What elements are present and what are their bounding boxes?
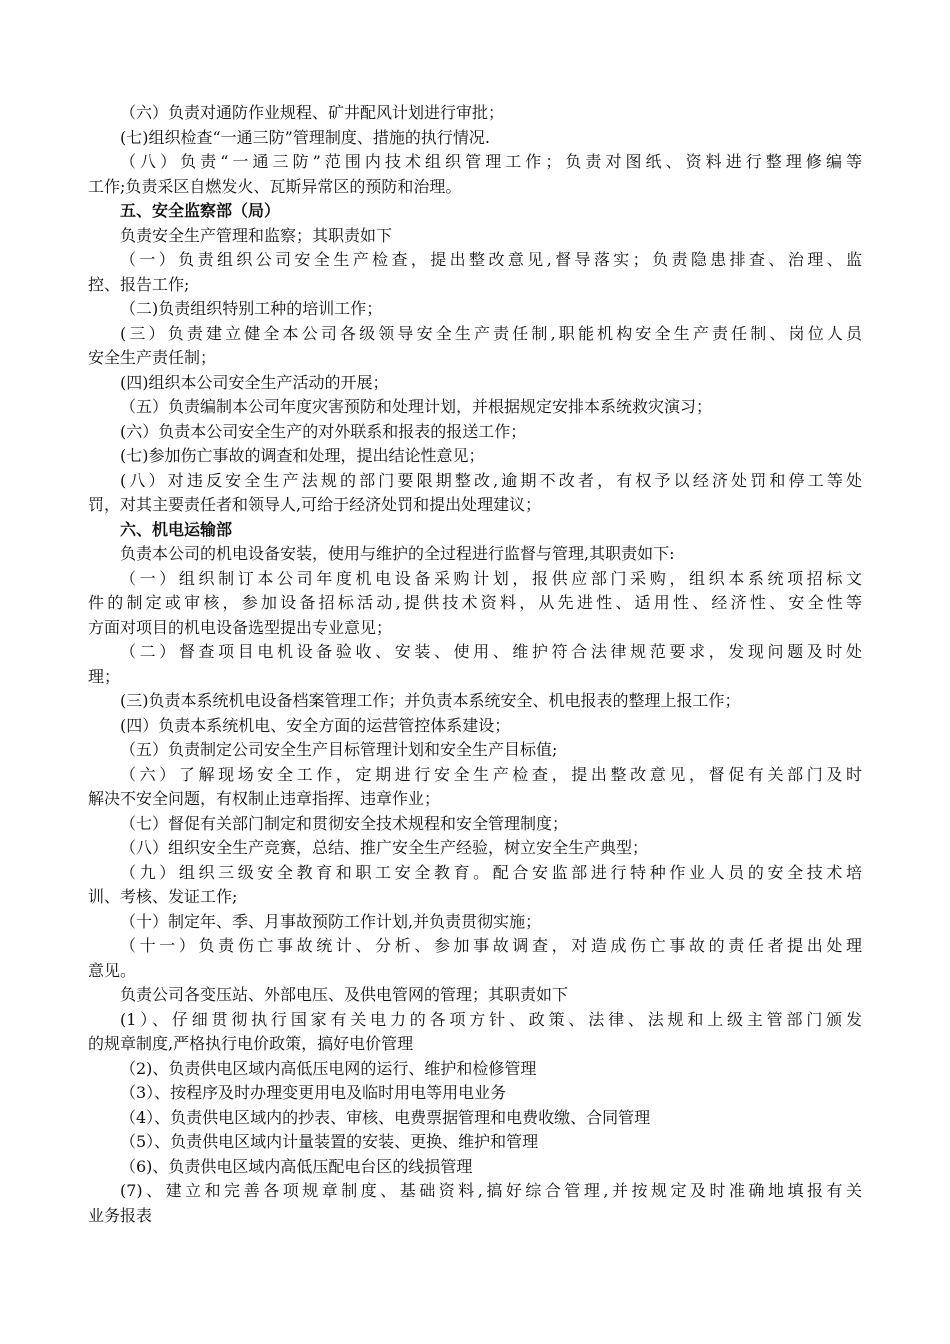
paragraph bbox=[88, 1106, 862, 1131]
paragraph bbox=[88, 150, 862, 199]
paragraph-line: (四)组织本公司安全生产活动的开展； bbox=[120, 372, 389, 392]
paragraph-line: （二)负责组织特别工种的培训工作； bbox=[120, 299, 383, 318]
paragraph-line: (三)负责本系统机电设备档案管理工作；并负责本系统安全、机电报表的整理上报工作； bbox=[120, 691, 741, 710]
paragraph-line: （二）督查项目电机设备验收、安装、使用、维护符合法律规范要求，发现问题及时处 bbox=[120, 642, 862, 661]
paragraph-line: 件的制定或审核，参加设备招标活动,提供技术资料，从先进性、适用性、经济性、安全性等 bbox=[88, 593, 862, 612]
paragraph bbox=[88, 934, 862, 983]
paragraph-line: 负责安全生产管理和监察；其职责如下 bbox=[120, 225, 393, 245]
paragraph-line: （2)、负责供电区域内高低压电网的运行、维护和检修管理 bbox=[120, 1058, 537, 1078]
paragraph-line: （6)、负责供电区域内高低压配电台区的线损管理 bbox=[120, 1156, 473, 1176]
paragraph-line: (八）对违反安全生产法规的部门要限期整改,逾期不改者，有权予以经济处罚和停工等处 bbox=[120, 470, 862, 490]
paragraph-line: (四）负责本系统机电、安全方面的运营管控体系建设； bbox=[120, 715, 511, 735]
paragraph bbox=[88, 1155, 862, 1180]
paragraph-line: 工作;负责采区自燃发火、瓦斯异常区的预防和治理。 bbox=[88, 176, 462, 196]
paragraph-line: 训、考核、发证工作; bbox=[88, 887, 238, 906]
paragraph-line: （八）负责“一通三防”范围内技术组织管理工作；负责对图纸、资料进行整理修编等 bbox=[120, 152, 862, 171]
paragraph-line: （5）、负责供电区域内计量装置的安装、更换、维护和管理 bbox=[120, 1132, 539, 1151]
paragraph bbox=[88, 836, 862, 861]
paragraph bbox=[88, 1130, 862, 1155]
paragraph-line: 意见。 bbox=[88, 960, 137, 980]
paragraph-line: （十一）负责伤亡事故统计、分析、参加事故调查，对造成伤亡事故的责任者提出处理 bbox=[120, 936, 862, 955]
paragraph bbox=[88, 469, 862, 518]
paragraph-line: （六）了解现场安全工作，定期进行安全生产检查，提出整改意见，督促有关部门及时 bbox=[120, 764, 862, 784]
paragraph-line: 负责公司各变压站、外部电压、及供电管网的管理；其职责如下 bbox=[120, 985, 569, 1004]
paragraph bbox=[88, 567, 862, 641]
paragraph bbox=[88, 689, 862, 714]
heading-text: 五、安全监察部（局） bbox=[120, 201, 281, 220]
paragraph bbox=[88, 1057, 862, 1082]
paragraph-line: (六）负责本公司安全生产的对外联系和报表的报送工作； bbox=[120, 421, 527, 441]
paragraph bbox=[88, 542, 862, 567]
paragraph-line: (七)组织检查“一通三防”管理制度、措施的执行情况. bbox=[120, 127, 490, 147]
paragraph-line: 负责本公司的机电设备安装，使用与维护的全过程进行监督与管理,其职责如下: bbox=[120, 544, 675, 563]
paragraph bbox=[88, 297, 862, 322]
paragraph bbox=[88, 444, 862, 469]
paragraph bbox=[88, 126, 862, 151]
paragraph bbox=[88, 101, 862, 126]
paragraph-line: (三）负责建立健全本公司各级领导安全生产责任制,职能机构安全生产责任制、岗位人员 bbox=[120, 323, 862, 343]
paragraph-line: (7)、建立和完善各项规章制度、基础资料,搞好综合管理,并按规定及时准确地填报有关 bbox=[120, 1181, 862, 1200]
paragraph bbox=[88, 738, 862, 763]
paragraph-line: （九）组织三级安全教育和职工安全教育。配合安监部进行特种作业人员的安全技术培 bbox=[120, 862, 862, 882]
paragraph-line: 安全生产责任制； bbox=[88, 348, 217, 367]
paragraph-line: 业务报表 bbox=[88, 1205, 153, 1225]
paragraph-line: 的规章制度,严格执行电价政策，搞好电价管理 bbox=[88, 1034, 414, 1053]
paragraph-line: 罚，对其主要责任者和领导人,可给于经济处罚和提出处理建议； bbox=[88, 495, 542, 514]
paragraph bbox=[88, 371, 862, 396]
paragraph-line: （六）负责对通防作业规程、矿井配风计划进行审批； bbox=[120, 103, 505, 122]
paragraph-line: 解决不安全问题，有权制止违章指挥、违章作业； bbox=[88, 789, 441, 808]
paragraph bbox=[88, 248, 862, 297]
paragraph-line: （一）组织制订本公司年度机电设备采购计划，报供应部门采购，组织本系统项招标文 bbox=[120, 568, 862, 588]
paragraph bbox=[88, 1179, 862, 1228]
paragraph bbox=[88, 640, 862, 689]
paragraph bbox=[88, 861, 862, 910]
paragraph bbox=[88, 322, 862, 371]
paragraph bbox=[88, 224, 862, 249]
paragraph-line: (七)参加伤亡事故的调查和处理，提出结论性意见； bbox=[120, 446, 485, 465]
paragraph bbox=[88, 1008, 862, 1057]
paragraph bbox=[88, 983, 862, 1008]
paragraph bbox=[88, 395, 862, 420]
paragraph bbox=[88, 714, 862, 739]
paragraph-line: (1）、仔细贯彻执行国家有关电力的各项方针、政策、法律、法规和上级主管部门颁发 bbox=[120, 1009, 862, 1029]
paragraph-line: （十）制定年、季、月事故预防工作计划,并负责贯彻实施； bbox=[120, 911, 542, 931]
paragraph-line: 方面对项目的机电设备选型提出专业意见； bbox=[88, 617, 393, 637]
paragraph bbox=[88, 1081, 862, 1106]
paragraph bbox=[88, 763, 862, 812]
paragraph-line: （八）组织安全生产竞赛，总结、推广安全生产经验，树立安全生产典型； bbox=[120, 838, 649, 857]
paragraph-line: （一）负责组织公司安全生产检查，提出整改意见,督导落实；负责隐患排查、治理、监 bbox=[120, 250, 862, 269]
paragraph bbox=[88, 910, 862, 935]
heading-text: 六、机电运输部 bbox=[120, 519, 233, 539]
paragraph-line: （七）督促有关部门制定和贯彻安全技术规程和安全管理制度； bbox=[120, 813, 569, 833]
paragraph-line: （4）、负责供电区域内的抄表、审核、电费票据管理和电费收缴、合同管理 bbox=[120, 1107, 651, 1127]
paragraph-line: 控、报告工作; bbox=[88, 274, 190, 294]
paragraph bbox=[88, 420, 862, 445]
section-heading bbox=[88, 518, 862, 543]
paragraph-line: （五）负责编制本公司年度灾害预防和处理计划，并根据规定安排本系统救灾演习； bbox=[120, 397, 713, 416]
paragraph-line: （五）负责制定公司安全生产目标管理计划和安全生产目标值; bbox=[120, 740, 558, 759]
section-heading bbox=[88, 199, 862, 224]
paragraph-line: 理； bbox=[88, 666, 121, 686]
paragraph bbox=[88, 812, 862, 837]
paragraph-line: （3）、按程序及时办理变更用电及临时用电等用电业务 bbox=[120, 1083, 507, 1102]
